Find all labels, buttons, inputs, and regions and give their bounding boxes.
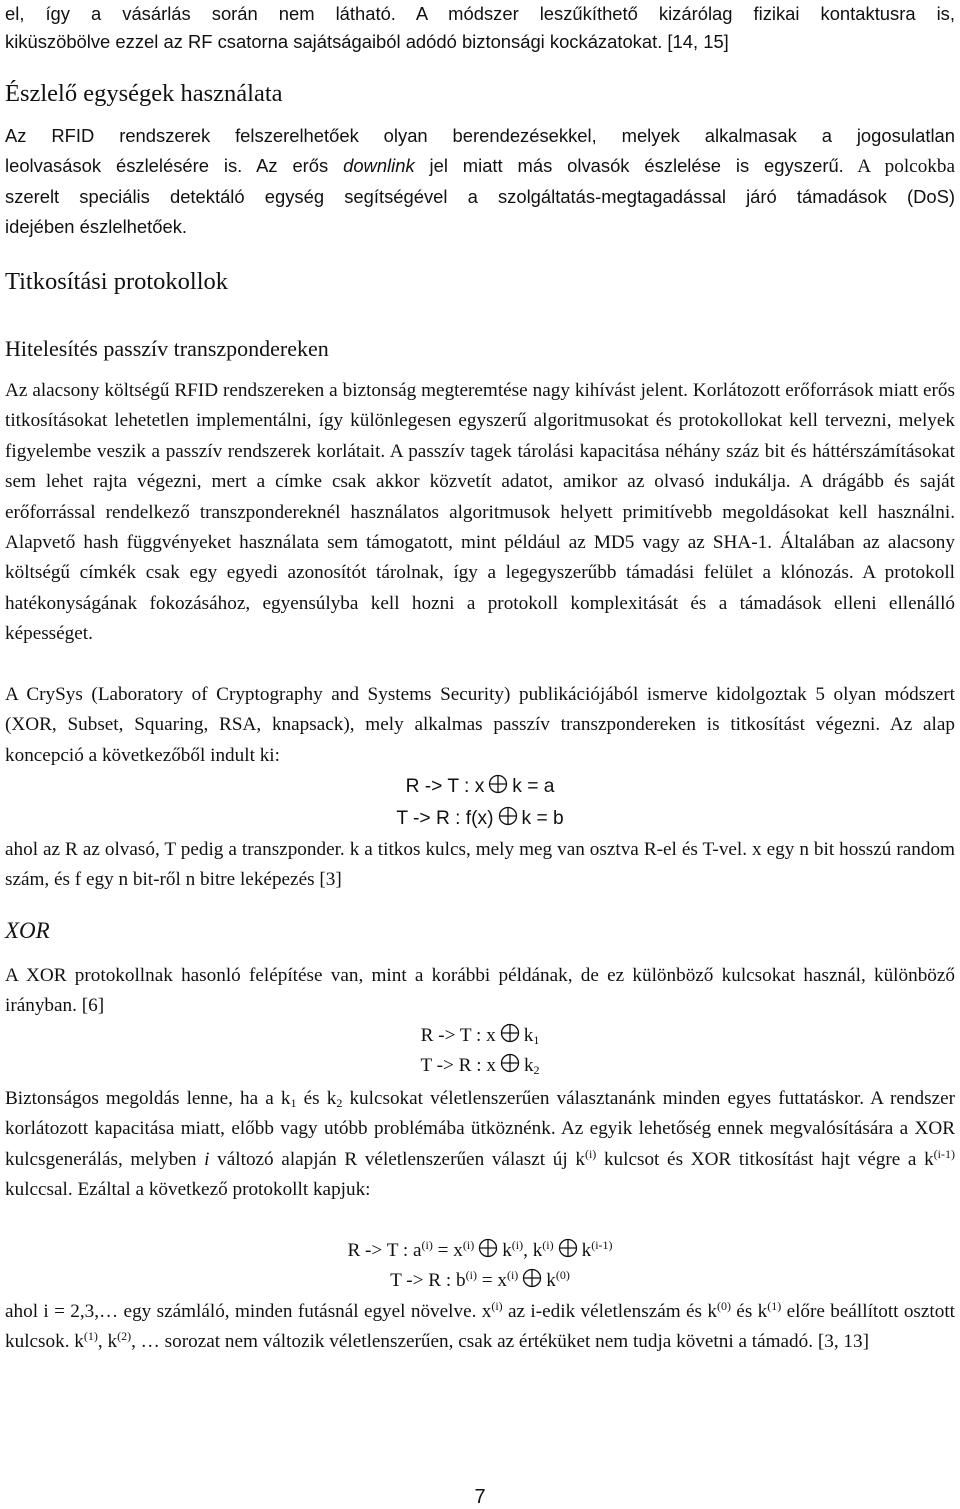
xor-icon [500, 1053, 520, 1073]
formula-2-right: k = b [521, 808, 564, 829]
f4-b: = x [476, 1270, 507, 1291]
f3-s1: (i) [421, 1238, 433, 1252]
xor-formula-1 [5, 1021, 955, 1051]
p3-s1: (i) [491, 1299, 503, 1313]
xor-formula-2-key: k [523, 1055, 534, 1076]
xor-formula-2 [5, 1051, 955, 1081]
crypto-formulas [5, 772, 955, 834]
f4-c: k [546, 1270, 556, 1291]
f4-a: T -> R : b [390, 1270, 466, 1291]
detect-downlink: downlink [343, 155, 415, 176]
crypto-heading: Titkosítási protokollok [5, 268, 229, 295]
crypto-paragraph-3: ahol az R az olvasó, T pedig a transzponder. k a titkos kulcs, mely meg van osztva R-el és T-vel. x egy n bit hosszú random szám, és f egy n bit-ről n bitre leképezés [3] [5, 839, 955, 891]
formula-2 [5, 804, 955, 834]
detect-text-b: jel miatt más olvasók észlelése is egyszerű. [414, 155, 844, 176]
p3-d: előre beállított osztott kulcsok. k [5, 1301, 956, 1353]
intro-line-2: kiküszöbölve ezzel az RF csatorna sajátságaiból adódó biztonsági kockázatokat. [14, 15] [5, 31, 729, 52]
xor-formula-2-left: T -> R : x [420, 1055, 496, 1076]
xor-formula-1-sub: 1 [533, 1033, 540, 1047]
f3-d: , k [523, 1240, 543, 1261]
xor-p2-sub2: 2 [336, 1096, 343, 1110]
detect-line-3: szerelt speciális detektáló egység segítségével a szolgáltatás-megtagadással járó támadások (DoS) [5, 186, 955, 207]
f3-e: k [581, 1240, 592, 1261]
detect-text-c: A polcokba [843, 156, 955, 177]
formula-1-left: R -> T : x [405, 776, 485, 797]
f4-s2: (i) [506, 1268, 519, 1282]
xor-paragraph-2 [5, 1084, 955, 1206]
f3-s3: (i) [511, 1238, 524, 1252]
f4-s1: (i) [465, 1268, 477, 1282]
p3-c: és k [730, 1301, 768, 1322]
f3-s2: (i) [462, 1238, 475, 1252]
xor-paragraph-3 [5, 1297, 955, 1358]
p3-s3: (1) [767, 1299, 782, 1313]
p3-s2: (0) [716, 1299, 731, 1313]
xor-icon [500, 1023, 520, 1043]
p3-s5: (2) [117, 1329, 132, 1344]
xor-p2-c: kulcsokat véletlenszerűen választanánk minden egyes futtatáskor. A rendszer korlátozott kapacitása miatt, előbb vagy utóbb problémába ütköznénk. Az egyik lehetőség ennek megvalósítására a XOR kulcsgenerálás, melyben [5, 1088, 956, 1170]
xor-heading: XOR [5, 918, 50, 943]
xor-p2-b: és k [296, 1088, 337, 1109]
f3-s4: (i) [542, 1238, 554, 1252]
f3-b: = x [432, 1240, 463, 1261]
xor-formulas-1 [5, 1021, 955, 1081]
detect-line-2 [5, 151, 955, 182]
xor-icon [478, 1238, 498, 1258]
page-number: 7 [474, 1486, 486, 1508]
xor-paragraph-1: A XOR protokollnak hasonló felépítése van, mint a korábbi példának, de ez különböző kulcsokat használ, különböző irányban. [6] [5, 965, 955, 1017]
xor-formula-4 [5, 1266, 955, 1296]
formula-2-left: T -> R : f(x) [396, 808, 494, 829]
xor-icon [558, 1238, 578, 1258]
detect-line-4: idejében észlelhetőek. [5, 216, 187, 237]
xor-formulas-2 [5, 1236, 955, 1296]
xor-formula-1-key: k [523, 1025, 534, 1046]
xor-p2-i: i [204, 1148, 210, 1170]
p3-f: , … sorozat nem változik véletlenszerűen, csak az értéküket nem tudja követni a támadó. [3, 13] [131, 1331, 869, 1353]
xor-icon [498, 806, 518, 826]
p3-s4: (1) [83, 1329, 98, 1344]
xor-formula-3 [5, 1236, 955, 1266]
formula-1 [5, 772, 955, 802]
xor-p2-a: Biztonságos megoldás lenne, ha a k [5, 1088, 291, 1109]
xor-p2-d: változó alapján R véletlenszerűen választ új k [209, 1148, 585, 1170]
formula-1-right: k = a [512, 776, 555, 797]
xor-formula-1-left: R -> T : x [420, 1025, 496, 1046]
xor-p2-e: kulcsot és XOR titkosítást hajt végre a k [596, 1148, 934, 1170]
xor-p2-sup1: (i) [584, 1146, 597, 1161]
xor-icon [522, 1268, 542, 1288]
detect-line-1: Az RFID rendszerek felszerelhetőek olyan berendezésekkel, melyek alkalmasak a jogosulatlan [5, 125, 955, 146]
p3-b: az i-edik véletlenszám és k [502, 1301, 717, 1322]
crypto-paragraph-1: Az alacsony költségű RFID rendszereken a biztonság megteremtése nagy kihívást jelent. Korlátozott erőforrások miatt erős titkosításokat lehetetlen implementálni, így különlegesen egyszerű algoritmusokat és protokollokat kell tervezni, melyek figyelembe veszik a passzív rendszerek korlátait. A passzív tagek tárolási kapacitása néhány száz bit és háttérszámításokat sem lehet rajta végezni, mert a címke csak akkor közvetít adatot, amikor az olvasó indukálja. A drágább és saját erőforrással rendelkező transzpondereknél használatos algoritmusok helyett primitívebb megoldásokat kell használni. Alapvető hash függvényeket használata sem támogatott, mint például az MD5 vagy az SHA-1. Általában az alacsony költségű címkék csak egy egyedi azonosítót tárolnak, így a legegyszerűbb támadási felület a klónozás. A protokoll hatékonyságának fokozásához, egyensúlyba kell hozni a protokoll komplexitását és a támadások elleni ellenálló képességet. [5, 380, 955, 645]
xor-p2-f: kulccsal. Ezáltal a következő protokollt kapjuk: [5, 1179, 371, 1201]
detect-text-a: leolvasások észlelésére is. Az erős [5, 155, 344, 176]
crypto-paragraph-2: A CrySys (Laboratory of Cryptography and Systems Security) publikációjából ismerve kidolgoztak 5 olyan módszert (XOR, Subset, Squaring, RSA, knapsack), mely alkalmas passzív transzpondereken is titkosítást végezni. Az alap koncepció a következőből indult ki: [5, 684, 955, 766]
xor-icon [488, 774, 508, 794]
f3-s5: (i-1) [591, 1238, 613, 1252]
intro-paragraph [5, 0, 955, 56]
xor-p2-sup2: (i-1) [933, 1146, 955, 1161]
f4-s3: (0) [555, 1268, 570, 1282]
f3-a: R -> T : a [347, 1240, 422, 1261]
detect-heading: Észlelő egységek használata [5, 80, 283, 107]
f3-c: k [502, 1240, 512, 1261]
crypto-subheading: Hitelesítés passzív transzpondereken [5, 336, 329, 361]
xor-formula-2-sub: 2 [533, 1063, 540, 1077]
p3-a: ahol i = 2,3,… egy számláló, minden futásnál egyel növelve. x [5, 1301, 492, 1322]
p3-e: , k [97, 1331, 118, 1353]
xor-p2-sub1: 1 [290, 1096, 297, 1110]
intro-line-1: el, így a vásárlás során nem látható. A módszer leszűkíthető kizárólag fizikai kontaktusra is, [5, 3, 955, 24]
detect-paragraph [5, 121, 955, 242]
